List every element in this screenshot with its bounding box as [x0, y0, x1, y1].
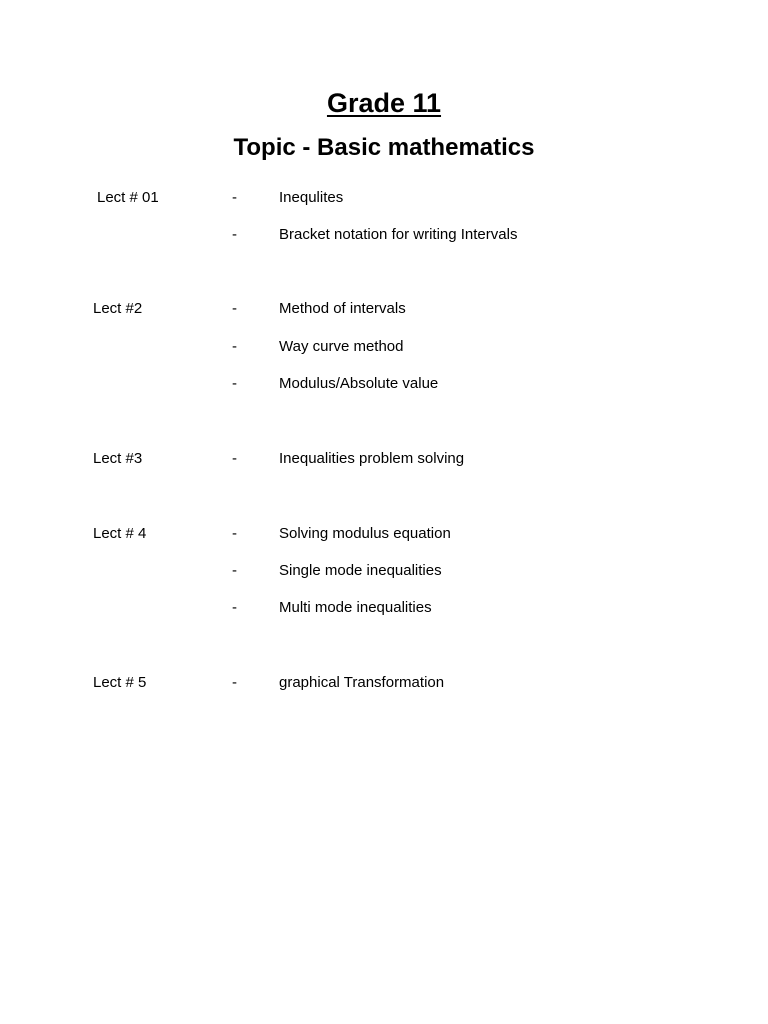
lecture-label: Lect #2: [93, 300, 143, 317]
lecture-topic: Single mode inequalities: [279, 562, 442, 579]
dash: -: [232, 375, 237, 392]
dash: -: [232, 562, 237, 579]
lecture-row: [0, 299, 768, 319]
page-title: [0, 86, 768, 120]
lecture-topic: Solving modulus equation: [279, 525, 451, 542]
lecture-row: [0, 188, 768, 208]
lecture-row: [0, 225, 768, 245]
dash: -: [232, 226, 237, 243]
lecture-label: Lect # 4: [93, 525, 147, 542]
lecture-topic: Modulus/Absolute value: [279, 375, 439, 392]
dash: -: [232, 450, 237, 467]
lecture-row: [0, 561, 768, 581]
lecture-topic: Bracket notation for writing Intervals: [279, 226, 518, 243]
dash: -: [232, 338, 237, 355]
lecture-row: [0, 337, 768, 357]
lecture-label: Lect # 01: [97, 189, 159, 206]
dash: -: [232, 674, 237, 691]
dash: -: [232, 525, 237, 542]
lecture-row: [0, 673, 768, 693]
lecture-row: [0, 598, 768, 618]
lecture-topic: graphical Transformation: [279, 674, 445, 691]
lecture-topic: Inequlites: [279, 189, 344, 206]
lecture-topic: Inequalities problem solving: [279, 450, 465, 467]
lecture-topic: Multi mode inequalities: [279, 599, 432, 616]
lecture-label: Lect # 5: [93, 674, 147, 691]
lecture-topic: Method of intervals: [279, 300, 406, 317]
dash: -: [232, 599, 237, 616]
dash: -: [232, 189, 237, 206]
lecture-row: [0, 524, 768, 544]
lecture-label: Lect #3: [93, 450, 143, 467]
lecture-topic: Way curve method: [279, 338, 404, 355]
dash: -: [232, 300, 237, 317]
page-subtitle: Topic - Basic mathematics: [233, 134, 535, 161]
lecture-row: [0, 374, 768, 394]
lecture-row: [0, 449, 768, 469]
page-title-text: Grade 11: [326, 88, 442, 118]
